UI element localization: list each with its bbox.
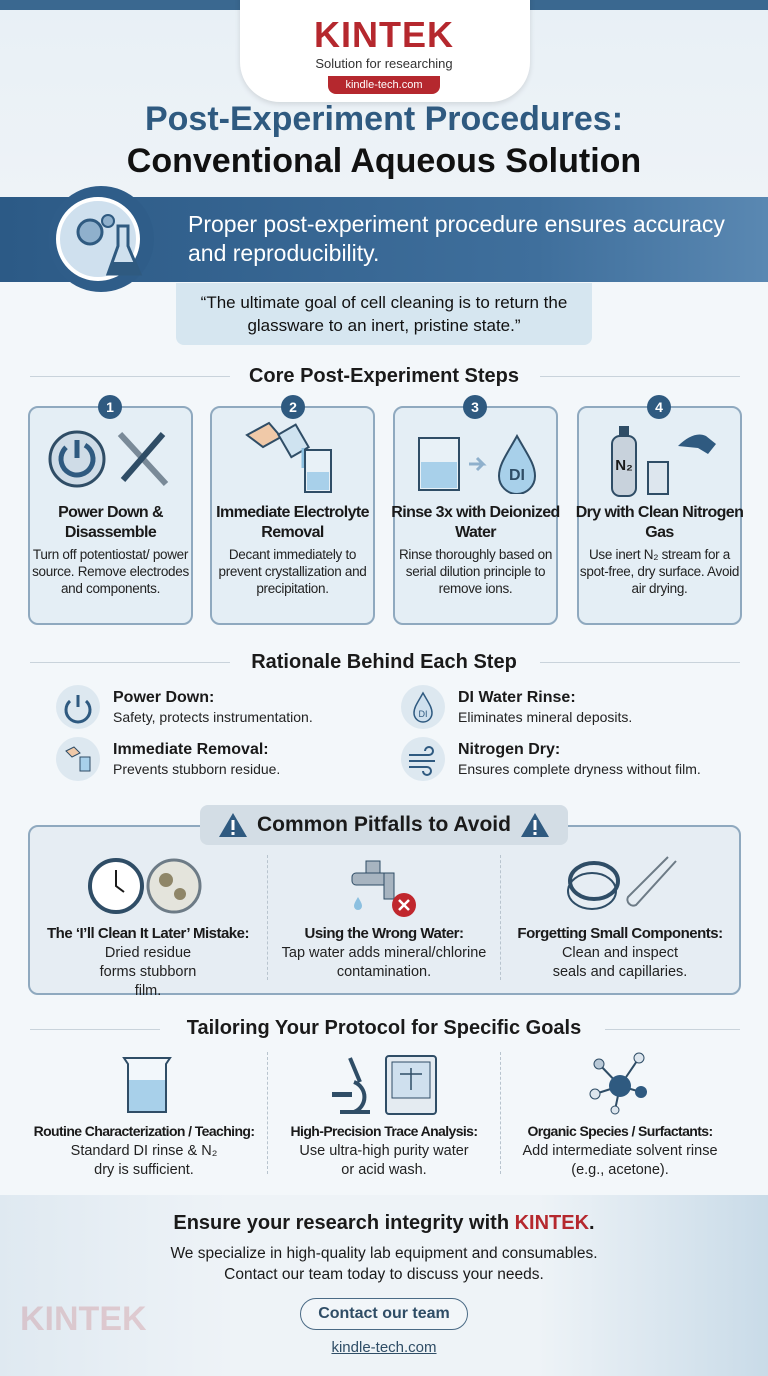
step-text-3 — [391, 503, 560, 597]
microscope-balance-icon — [330, 1052, 440, 1121]
footer-text — [0, 1243, 768, 1285]
goal-desc: Standard DI rinse & N₂ dry is sufficient. — [70, 1143, 218, 1178]
di-drop-icon — [401, 685, 445, 729]
step-desc: Turn off potentiostat/ power source. Remove electrodes and components. — [32, 547, 189, 596]
pitfalls-header — [200, 805, 568, 845]
footer-heading-text: Ensure your research integrity with — [173, 1212, 515, 1234]
pitfall-2 — [268, 924, 500, 982]
di-label: DI — [418, 709, 428, 719]
step-number: 1 — [98, 395, 122, 419]
rationale-heading: Rationale Behind Each Step — [251, 651, 517, 673]
petri-flask-icon — [48, 186, 154, 292]
tap-error-icon — [348, 855, 418, 924]
step-text-2 — [208, 503, 377, 597]
goal-title: High-Precision Trace Analysis: — [290, 1123, 478, 1139]
power-tools-icon — [48, 428, 173, 495]
n2-label: N₂ — [615, 457, 633, 474]
rationale-title: DI Water Rinse: — [458, 689, 576, 706]
step-number: 3 — [463, 395, 487, 419]
banner-text: Proper post-experiment procedure ensures accuracy and reproducibility. — [188, 211, 725, 266]
pitfall-title: The ‘I’ll Clean It Later’ Mistake: — [47, 925, 249, 942]
warning-icon — [218, 811, 248, 844]
footer-heading — [0, 1212, 768, 1235]
watermark-logo: KINTEK — [20, 1300, 147, 1338]
rationale-desc: Safety, protects instrumentation. — [113, 709, 313, 725]
goals-heading: Tailoring Your Protocol for Specific Goals — [186, 1017, 582, 1039]
goal-title: Routine Characterization / Teaching: — [33, 1123, 255, 1139]
step-title: Power Down & Disassemble — [58, 504, 163, 541]
pitfall-title: Forgetting Small Components: — [517, 925, 723, 942]
step-desc: Use inert N₂ stream for a spot-free, dry surface. Avoid air drying. — [579, 547, 740, 596]
beaker-icon — [121, 1056, 173, 1119]
pitfall-1 — [30, 924, 266, 1001]
goal-desc: Use ultra-high purity water or acid wash. — [299, 1143, 469, 1178]
header-accent-left — [0, 0, 270, 10]
step-number: 4 — [647, 395, 671, 419]
warning-icon — [520, 811, 550, 844]
wind-icon — [401, 737, 445, 781]
footer-heading-brand: KINTEK — [514, 1212, 590, 1234]
rationale-desc: Ensures complete dryness without film. — [458, 761, 701, 777]
rationale-title: Power Down: — [113, 689, 215, 706]
pour-icon — [56, 737, 100, 781]
pitfall-desc: Clean and inspect seals and capillaries. — [552, 945, 688, 980]
pitfall-3 — [501, 924, 739, 982]
pitfalls-heading: Common Pitfalls to Avoid — [257, 813, 511, 836]
rationale-title: Nitrogen Dry: — [458, 741, 561, 758]
footer-line2: Contact our team today to discuss your needs. — [224, 1266, 544, 1283]
step-title: Immediate Electrolyte Removal — [216, 504, 369, 541]
step-desc: Rinse thoroughly based on serial dilution principle to remove ions. — [398, 547, 553, 596]
step-number: 2 — [281, 395, 305, 419]
goal-desc: Add intermediate solvent rinse (e.g., acetone). — [522, 1143, 718, 1178]
step-text-4 — [575, 503, 744, 597]
pour-beaker-icon — [245, 420, 340, 500]
page-title-line1: Post-Experiment Procedures: — [144, 100, 624, 138]
goal-2 — [268, 1122, 500, 1180]
footer-line1: We specialize in high-quality lab equipment and consumables. — [170, 1245, 598, 1262]
goal-title: Organic Species / Surfactants: — [527, 1123, 713, 1139]
brand-tagline: Solution for researching — [315, 56, 453, 71]
rationale-desc: Prevents stubborn residue. — [113, 761, 281, 777]
brand-logo: KINTEK — [314, 14, 454, 55]
nitrogen-cylinder-icon — [608, 420, 728, 505]
pitfall-title: Using the Wrong Water: — [304, 925, 464, 942]
step-title: Rinse 3x with Deionized Water — [391, 504, 560, 541]
page-title-line2: Conventional Aqueous Solution — [126, 142, 642, 180]
di-label: DI — [509, 467, 525, 484]
footer-heading-period: . — [589, 1212, 595, 1234]
beaker-di-drop-icon — [417, 434, 539, 499]
quote-box: “The ultimate goal of cell cleaning is to return the glassware to an inert, pristine state.” — [176, 283, 592, 345]
pitfall-desc: Tap water adds mineral/chlorine contamination. — [281, 945, 487, 980]
step-text-1 — [26, 503, 195, 597]
header-accent-right — [520, 0, 768, 10]
footer-link[interactable]: kindle-tech.com — [331, 1339, 437, 1356]
seals-capillary-icon — [566, 855, 681, 920]
goal-3 — [501, 1122, 739, 1180]
header-url-link[interactable]: kindle-tech.com — [328, 76, 440, 94]
goal-1 — [22, 1122, 266, 1180]
step-desc: Decant immediately to prevent crystallization and precipitation. — [218, 547, 367, 596]
molecule-icon — [585, 1052, 655, 1121]
step-title: Dry with Clean Nitrogen Gas — [575, 504, 744, 541]
steps-heading: Core Post-Experiment Steps — [248, 365, 520, 387]
contact-button[interactable]: Contact our team — [300, 1298, 468, 1330]
pitfall-desc: Dried residue forms stubborn film. — [99, 945, 197, 999]
rationale-desc: Eliminates mineral deposits. — [458, 709, 633, 725]
rationale-title: Immediate Removal: — [113, 741, 269, 758]
clock-residue-icon — [88, 856, 206, 921]
power-icon — [56, 685, 100, 729]
